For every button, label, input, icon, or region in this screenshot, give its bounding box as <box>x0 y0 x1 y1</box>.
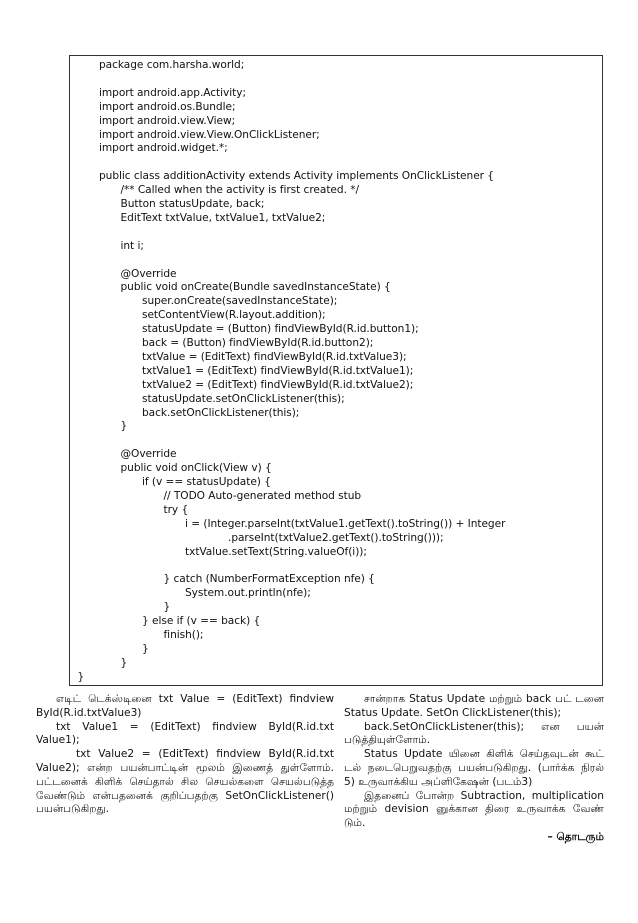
code-line: if (v == statusUpdate) { <box>142 476 271 488</box>
code-line: txtValue = (EditText) findViewById(R.id.txtValue3); <box>142 350 407 363</box>
code-line: i = (Integer.parseInt(txtValue1.getText().toString()) + Integer <box>185 517 506 530</box>
code-line: finish(); <box>163 628 204 641</box>
code-line: import android.app.Activity; <box>99 86 247 99</box>
left-paragraph-2: txt Value1 = (EditText) findview ById(R.id.txt Value1); <box>36 720 334 747</box>
right-paragraph-4: இதனைப் போன்ற Subtraction, multiplication மற்றும் devision னுக்கான திரை உருவாக்க வேண் டும். <box>344 789 604 830</box>
code-line: txtValue2 = (EditText) findViewById(R.id.txtValue2); <box>142 378 414 391</box>
code-line: statusUpdate.setOnClickListener(this); <box>142 392 345 405</box>
code-line: // TODO Auto-generated method stub <box>163 489 362 502</box>
code-line: Button statusUpdate, back; <box>120 198 265 210</box>
code-line: import android.widget.*; <box>99 142 228 155</box>
code-line: back.setOnClickListener(this); <box>142 406 300 419</box>
code-listing-box <box>69 55 603 686</box>
left-paragraph-1: எடிட் டெக்ஸ்டினை txt Value = (EditText) findview ById(R.id.txtValue3) <box>36 693 334 719</box>
right-paragraph-2: back.SetOnClickListener(this); என பயன் படுத்தியுள்ளோம். <box>344 720 604 747</box>
code-line: } else if (v == back) { <box>142 615 261 627</box>
left-paragraph-3: txt Value2 = (EditText) findview ById(R.id.txt Value2); என்ற பயன்பாட்டின் மூலம் இணைத் துள்ளோம். பட்டனைக் கிளிக் செய்தால் சில செயல்களை செயல்படுத்த வேண்டும் என்பதனைக் குறிப்பதற்கு SetOnClickListener() பயன்படுகிறது. <box>36 748 334 816</box>
code-line: public class additionActivity extends Activity implements OnClickListener { <box>99 170 494 183</box>
right-paragraph-3: Status Update யினை கிளிக் செய்தவுடன் கூட் டல் நடைபெறுவதற்கு பயன்படுகிறது. (பார்க்க நிரல் 5) உருவாக்கிய அப்ளிகேஷன் (படம்3) <box>344 748 604 788</box>
code-line: } <box>120 656 128 669</box>
code-line: } <box>77 670 85 683</box>
code-line: .parseInt(txtValue2.getText().toString())); <box>228 531 444 544</box>
right-text-column <box>344 693 604 845</box>
code-line: @Override <box>120 267 177 280</box>
code-line: import android.view.View; <box>99 114 236 127</box>
code-line: import android.view.View.OnClickListener; <box>99 128 320 141</box>
code-line: int i; <box>120 239 144 252</box>
code-line: import android.os.Bundle; <box>99 100 236 113</box>
code-line: public void onCreate(Bundle savedInstanceState) { <box>120 281 391 294</box>
code-line: } catch (NumberFormatException nfe) { <box>163 573 375 586</box>
code-line: } <box>142 642 149 655</box>
code-line: super.onCreate(savedInstanceState); <box>142 295 338 308</box>
code-line: txtValue1 = (EditText) findViewById(R.id.txtValue1); <box>142 364 414 377</box>
code-line: /** Called when the activity is first created. */ <box>120 184 359 197</box>
code-line: } <box>120 420 128 433</box>
left-text-column <box>36 693 334 817</box>
continued-label: – தொடரும் <box>547 830 604 843</box>
code-line: setContentView(R.layout.addition); <box>142 309 326 322</box>
code-line: try { <box>163 503 189 516</box>
code-line: back = (Button) findViewById(R.id.button2); <box>142 337 374 349</box>
code-line: EditText txtValue, txtValue1, txtValue2; <box>120 211 326 224</box>
code-line: } <box>163 601 171 614</box>
code-line: statusUpdate = (Button) findViewById(R.id.button1); <box>142 323 419 336</box>
code-line: System.out.println(nfe); <box>185 587 311 600</box>
right-paragraph-1: சான்றாக Status Update மற்றும் back பட் டனை Status Update. SetOn ClickListener(this); <box>344 693 604 719</box>
code-line: @Override <box>120 448 177 461</box>
code-line: public void onClick(View v) { <box>120 462 272 475</box>
code-line: txtValue.setText(String.valueOf(i)); <box>185 545 367 558</box>
code-line: package com.harsha.world; <box>99 59 245 71</box>
